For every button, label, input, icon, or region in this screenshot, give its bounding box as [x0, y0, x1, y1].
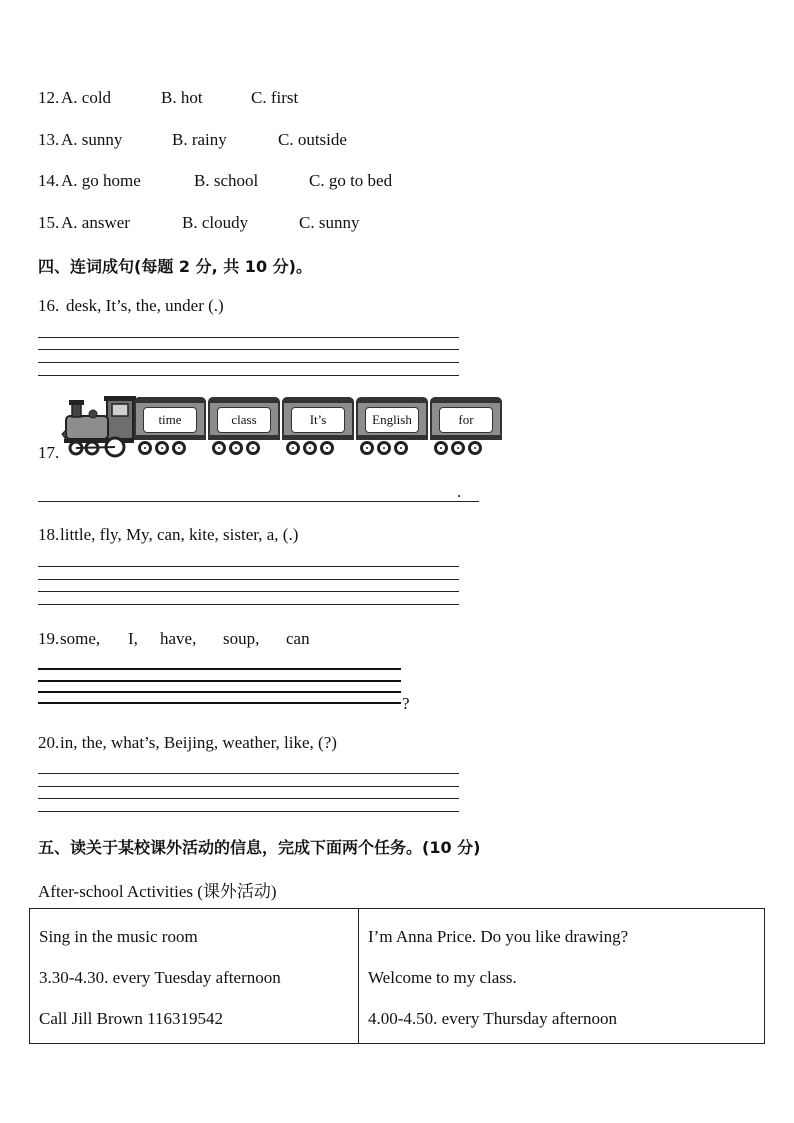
train-car-5 [430, 397, 502, 440]
train-picture [60, 394, 505, 460]
car-word: class [217, 407, 271, 433]
option-c: C. go to bed [309, 171, 393, 190]
end-punctuation: . [457, 482, 462, 501]
question-number: 15. [38, 213, 60, 232]
question-number: 18. [38, 525, 60, 544]
question-word: I, [128, 629, 138, 648]
option-c: C. first [251, 88, 299, 107]
activity-cell-right [359, 909, 765, 1044]
locomotive-icon [60, 394, 136, 460]
option-a: A. sunny [61, 130, 123, 149]
section-5-subtitle: After-school Activities (课外活动) [38, 882, 277, 901]
activity-line: Call Jill Brown 116319542 [39, 1009, 224, 1028]
section-5-heading: 五、读关于某校课外活动的信息，完成下面两个任务。(10 分) [38, 838, 481, 857]
train-car-3 [282, 397, 354, 440]
activity-line: I’m Anna Price. Do you like drawing? [368, 927, 629, 946]
car-word: It’s [291, 407, 345, 433]
option-a: A. go home [61, 171, 141, 190]
question-number: 20. [38, 733, 60, 752]
option-b: B. cloudy [182, 213, 249, 232]
section-4-heading: 四、连词成句(每题 2 分, 共 10 分)。 [38, 257, 312, 276]
activities-table [29, 908, 765, 1044]
train-car-4 [356, 397, 428, 440]
question-number: 16. [38, 296, 60, 315]
car-word: English [365, 407, 419, 433]
question-word: soup, [223, 629, 260, 648]
option-b: B. hot [161, 88, 203, 107]
activity-line: Welcome to my class. [368, 968, 517, 987]
activity-line: Sing in the music room [39, 927, 198, 946]
option-b: B. school [194, 171, 259, 190]
car-word: time [143, 407, 197, 433]
answer-line-17[interactable] [38, 501, 479, 502]
question-number: 12. [38, 88, 60, 107]
option-c: C. outside [278, 130, 347, 149]
question-word: can [286, 629, 310, 648]
end-punctuation: ? [402, 694, 410, 713]
train-car-1 [134, 397, 206, 440]
question-number: 19. [38, 629, 60, 648]
option-b: B. rainy [172, 130, 227, 149]
question-number: 13. [38, 130, 60, 149]
question-word: some, [60, 629, 101, 648]
question-words: in, the, what’s, Beijing, weather, like, (?) [60, 733, 337, 752]
question-words: desk, It’s, the, under (.) [66, 296, 224, 315]
activity-line: 4.00-4.50. every Thursday afternoon [368, 1009, 617, 1028]
option-c: C. sunny [299, 213, 360, 232]
question-17-number: 17. [38, 443, 60, 462]
question-word: have, [160, 629, 197, 648]
question-words: little, fly, My, can, kite, sister, a, (.) [60, 525, 299, 544]
car-word: for [439, 407, 493, 433]
question-number: 14. [38, 171, 60, 190]
option-a: A. cold [61, 88, 112, 107]
activity-line: 3.30-4.30. every Tuesday afternoon [39, 968, 281, 987]
activity-cell-left [30, 909, 359, 1044]
train-car-2 [208, 397, 280, 440]
option-a: A. answer [61, 213, 130, 232]
